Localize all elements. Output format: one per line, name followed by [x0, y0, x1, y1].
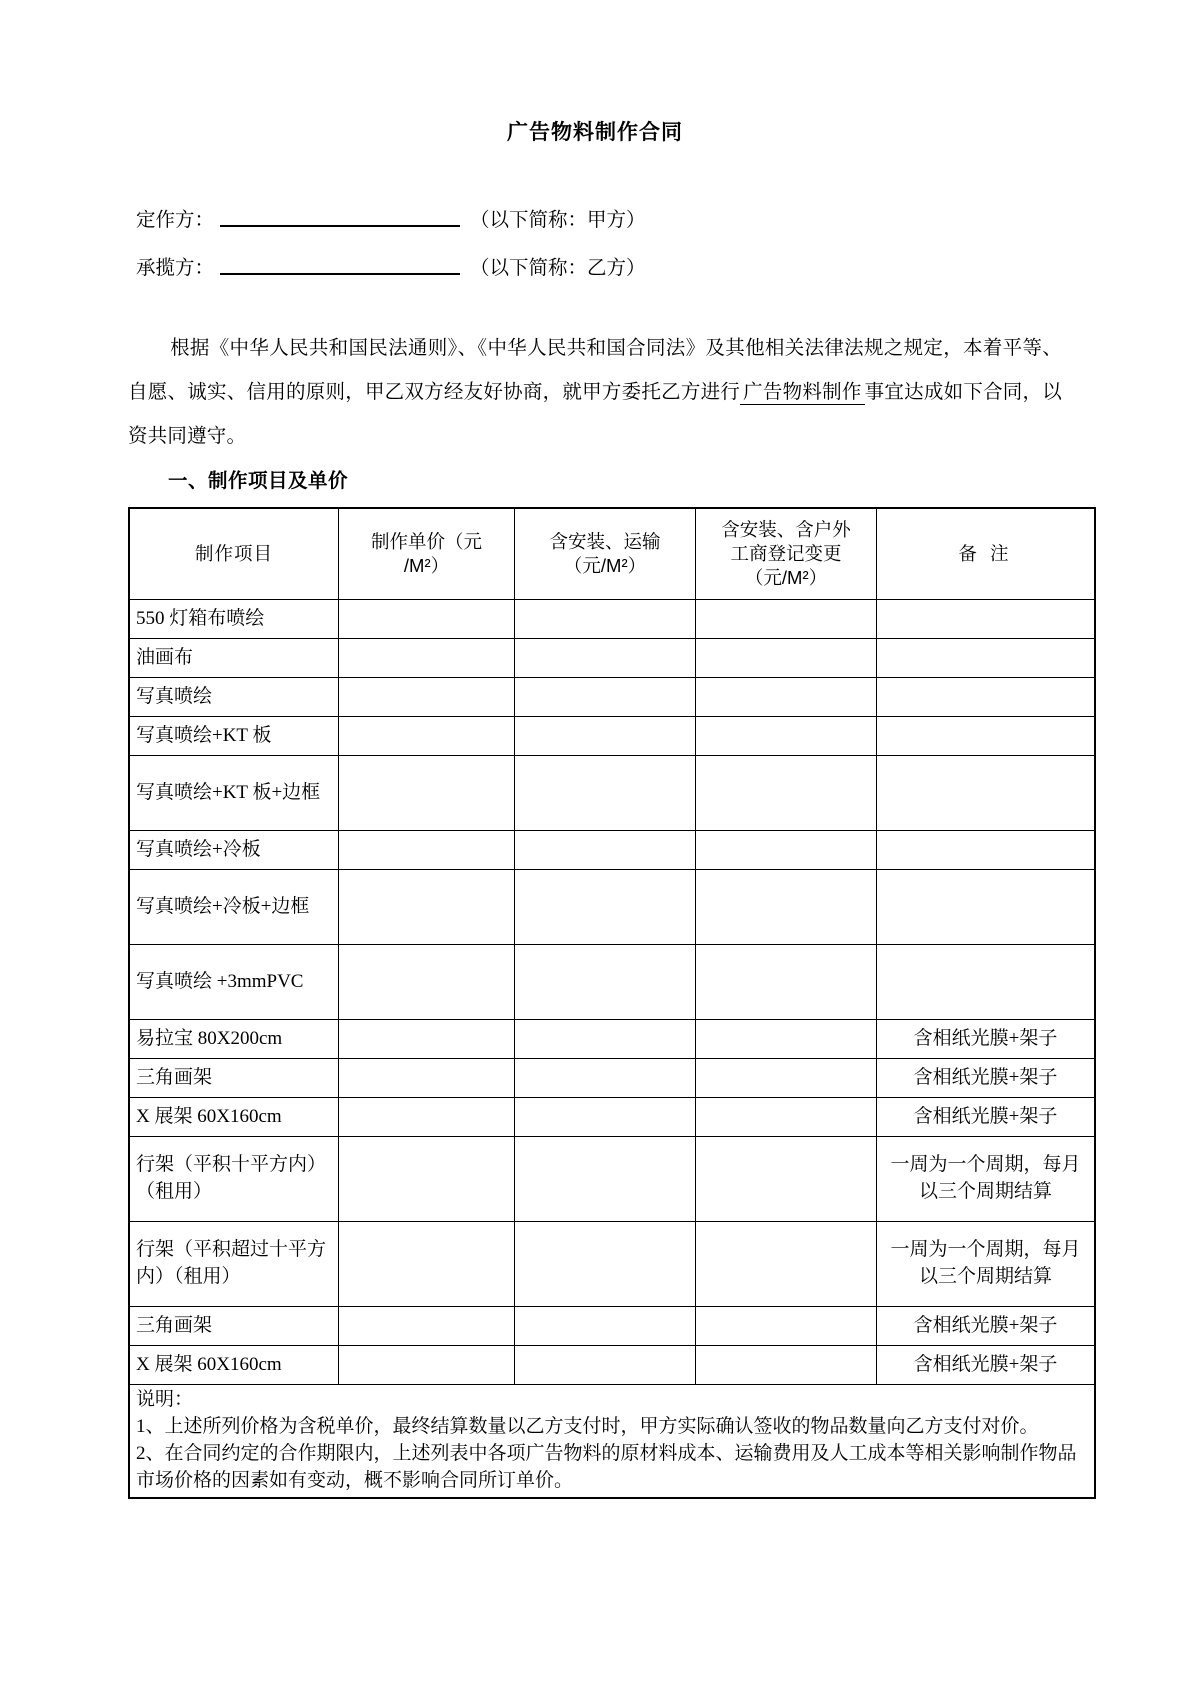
column-header-remark	[877, 508, 1096, 600]
cell-item: 油画布	[129, 639, 339, 678]
table-header	[129, 508, 1095, 600]
table-notes-row	[129, 1385, 1095, 1498]
column-header-unit-price-line1: 制作单价（元	[370, 530, 482, 552]
cell-install-price[interactable]	[515, 600, 696, 639]
pricing-table	[128, 507, 1096, 1499]
table-header-row	[129, 508, 1095, 600]
table-row	[129, 678, 1095, 717]
notes-heading: 说明：	[136, 1389, 194, 1411]
cell-item: 行架（平积超过十平方内）（租用）	[129, 1222, 339, 1307]
cell-remark	[877, 678, 1096, 717]
cell-registration-price[interactable]	[696, 1098, 877, 1137]
page-title: 广告物料制作合同	[507, 121, 683, 144]
column-header-remark-label: 备 注	[958, 542, 1013, 564]
cell-install-price[interactable]	[515, 639, 696, 678]
cell-unit-price[interactable]	[339, 1020, 515, 1059]
table-row	[129, 945, 1095, 1020]
table-row	[129, 1222, 1095, 1307]
column-header-reg-line3: （元/M²）	[744, 567, 828, 589]
cell-install-price[interactable]	[515, 831, 696, 870]
party-input-contractor[interactable]	[220, 253, 460, 275]
table-row	[129, 756, 1095, 831]
column-header-install-line1: 含安装、运输	[549, 530, 661, 552]
cell-registration-price[interactable]	[696, 1222, 877, 1307]
cell-remark	[877, 600, 1096, 639]
cell-remark: 一周为一个周期，每月以三个周期结算	[877, 1222, 1096, 1307]
cell-install-price[interactable]	[515, 756, 696, 831]
cell-remark	[877, 870, 1096, 945]
table-row	[129, 1307, 1095, 1346]
table-row	[129, 717, 1095, 756]
cell-unit-price[interactable]	[339, 1098, 515, 1137]
cell-registration-price[interactable]	[696, 1020, 877, 1059]
cell-item: 写真喷绘 +3mmPVC	[129, 945, 339, 1020]
cell-registration-price[interactable]	[696, 945, 877, 1020]
cell-item: X 展架 60X160cm	[129, 1098, 339, 1137]
cell-registration-price[interactable]	[696, 1307, 877, 1346]
cell-install-price[interactable]	[515, 1307, 696, 1346]
cell-remark: 含相纸光膜+架子	[877, 1346, 1096, 1385]
cell-registration-price[interactable]	[696, 1346, 877, 1385]
table-row	[129, 1346, 1095, 1385]
cell-unit-price[interactable]	[339, 1346, 515, 1385]
cell-registration-price[interactable]	[696, 831, 877, 870]
cell-unit-price[interactable]	[339, 639, 515, 678]
cell-item: 三角画架	[129, 1059, 339, 1098]
cell-unit-price[interactable]	[339, 831, 515, 870]
column-header-reg-line2: 工商登记变更	[730, 542, 842, 564]
column-header-install-transport	[515, 508, 696, 600]
cell-install-price[interactable]	[515, 1222, 696, 1307]
cell-item: 写真喷绘+KT 板	[129, 717, 339, 756]
cell-item: X 展架 60X160cm	[129, 1346, 339, 1385]
party-label-client: 定作方：	[136, 208, 215, 231]
cell-install-price[interactable]	[515, 1059, 696, 1098]
cell-remark: 含相纸光膜+架子	[877, 1098, 1096, 1137]
cell-unit-price[interactable]	[339, 1137, 515, 1222]
cell-install-price[interactable]	[515, 678, 696, 717]
cell-item: 行架（平积十平方内）（租用）	[129, 1137, 339, 1222]
cell-remark	[877, 756, 1096, 831]
party-suffix-contractor: （以下简称：乙方）	[470, 256, 646, 279]
cell-item: 写真喷绘+KT 板+边框	[129, 756, 339, 831]
cell-item: 写真喷绘	[129, 678, 339, 717]
cell-registration-price[interactable]	[696, 639, 877, 678]
notes-line-2: 2、在合同约定的合作期限内，上述列表中各项广告物料的原材料成本、运输费用及人工成本等相关影响制作物品市场价格的因素如有变动，概不影响合同所订单价。	[136, 1442, 1077, 1491]
cell-registration-price[interactable]	[696, 717, 877, 756]
cell-unit-price[interactable]	[339, 600, 515, 639]
cell-install-price[interactable]	[515, 870, 696, 945]
cell-remark	[877, 831, 1096, 870]
cell-item: 写真喷绘+冷板	[129, 831, 339, 870]
cell-unit-price[interactable]	[339, 756, 515, 831]
party-line-client	[128, 205, 1062, 231]
table-row	[129, 1020, 1095, 1059]
cell-registration-price[interactable]	[696, 678, 877, 717]
intro-text-part2: 事宜达成如下合同，以资共同遵守。	[128, 381, 1063, 448]
cell-install-price[interactable]	[515, 1137, 696, 1222]
cell-item: 三角画架	[129, 1307, 339, 1346]
cell-remark: 含相纸光膜+架子	[877, 1307, 1096, 1346]
cell-unit-price[interactable]	[339, 717, 515, 756]
party-suffix-client: （以下简称：甲方）	[470, 208, 646, 231]
cell-registration-price[interactable]	[696, 600, 877, 639]
column-header-install-line2: （元/M²）	[563, 555, 647, 577]
cell-item: 写真喷绘+冷板+边框	[129, 870, 339, 945]
cell-registration-price[interactable]	[696, 756, 877, 831]
cell-remark: 一周为一个周期，每月以三个周期结算	[877, 1137, 1096, 1222]
table-row	[129, 870, 1095, 945]
cell-item: 易拉宝 80X200cm	[129, 1020, 339, 1059]
table-row	[129, 600, 1095, 639]
cell-registration-price[interactable]	[696, 870, 877, 945]
cell-unit-price[interactable]	[339, 945, 515, 1020]
column-header-unit-price	[339, 508, 515, 600]
table-notes-cell	[129, 1385, 1095, 1498]
table-row	[129, 1059, 1095, 1098]
party-input-client[interactable]	[220, 205, 460, 227]
cell-unit-price[interactable]	[339, 1222, 515, 1307]
cell-install-price[interactable]	[515, 1346, 696, 1385]
section-heading-pricing: 一、制作项目及单价	[168, 470, 349, 493]
cell-registration-price[interactable]	[696, 1059, 877, 1098]
cell-remark	[877, 639, 1096, 678]
table-row	[129, 1098, 1095, 1137]
table-body	[129, 600, 1095, 1498]
cell-install-price[interactable]	[515, 945, 696, 1020]
cell-remark: 含相纸光膜+架子	[877, 1020, 1096, 1059]
cell-remark	[877, 717, 1096, 756]
intro-text-part1: 根据《中华人民共和国民法通则》、《中华人民共和国合同法》及其他相关法律法规之规定，本着平等、自愿、诚实、信用的原则，甲乙双方经友好协商，就甲方委托乙方进行	[128, 337, 1062, 404]
party-block	[128, 205, 1062, 279]
cell-install-price[interactable]	[515, 1098, 696, 1137]
cell-remark	[877, 945, 1096, 1020]
cell-install-price[interactable]	[515, 717, 696, 756]
cell-remark: 含相纸光膜+架子	[877, 1059, 1096, 1098]
table-row	[129, 1137, 1095, 1222]
cell-item: 550 灯箱布喷绘	[129, 600, 339, 639]
intro-underlined-term: 广告物料制作	[740, 381, 864, 405]
column-header-item	[129, 508, 339, 600]
cell-registration-price[interactable]	[696, 1137, 877, 1222]
column-header-reg-line1: 含安装、含户外	[721, 518, 851, 540]
column-header-item-label: 制作项目	[194, 542, 273, 564]
column-header-install-registration	[696, 508, 877, 600]
cell-unit-price[interactable]	[339, 1307, 515, 1346]
cell-unit-price[interactable]	[339, 678, 515, 717]
table-row	[129, 831, 1095, 870]
party-line-contractor	[128, 253, 1062, 279]
cell-unit-price[interactable]	[339, 1059, 515, 1098]
cell-install-price[interactable]	[515, 1020, 696, 1059]
column-header-unit-price-line2: /M²）	[403, 555, 450, 577]
party-label-contractor: 承揽方：	[136, 256, 215, 279]
cell-unit-price[interactable]	[339, 870, 515, 945]
table-row	[129, 639, 1095, 678]
intro-paragraph	[128, 327, 1062, 459]
notes-line-1: 1、上述所列价格为含税单价，最终结算数量以乙方支付时，甲方实际确认签收的物品数量向乙方支付对价。	[136, 1415, 1039, 1437]
